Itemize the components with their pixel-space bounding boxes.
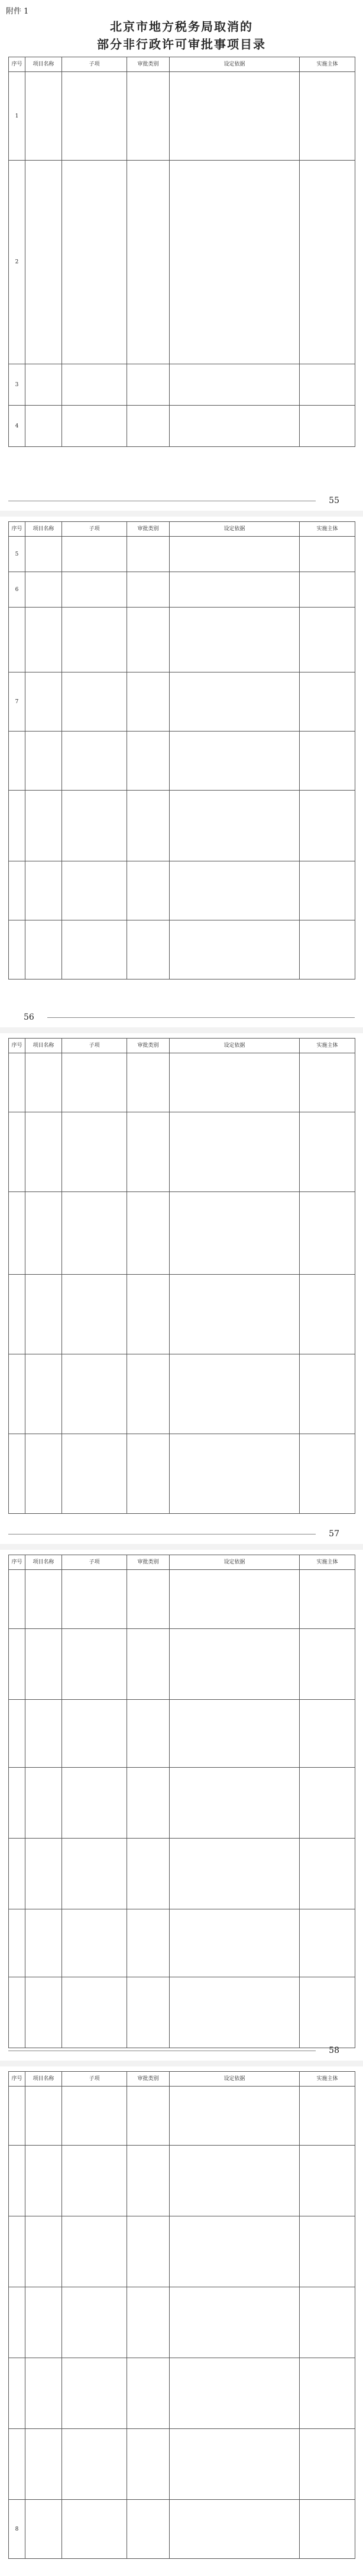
legal-basis <box>170 161 300 364</box>
implementing-agency <box>300 161 355 364</box>
approval-category <box>127 1053 170 1112</box>
annex-label: 附件 1 <box>6 7 29 16</box>
table-row <box>9 861 355 920</box>
column-header-legal-basis: 设定依据 <box>170 57 300 72</box>
item-name <box>25 1053 62 1112</box>
column-header-implementing-agency: 实施主体 <box>300 2072 355 2087</box>
table-body <box>9 2087 355 2559</box>
implementing-agency <box>300 608 355 672</box>
approval-category <box>127 1700 170 1768</box>
approval-category <box>127 2358 170 2429</box>
table-row <box>9 2216 355 2287</box>
row-number <box>9 2429 25 2500</box>
table-row <box>9 1700 355 1768</box>
table-row <box>9 572 355 608</box>
header-row <box>9 1039 355 1053</box>
row-number <box>9 2146 25 2216</box>
row-number <box>9 2358 25 2429</box>
item-name <box>25 2216 62 2287</box>
table-row <box>9 608 355 672</box>
items-table <box>8 1555 355 2048</box>
legal-basis <box>170 1112 300 1192</box>
header-row <box>9 57 355 72</box>
legal-basis <box>170 406 300 447</box>
table-row <box>9 537 355 572</box>
implementing-agency <box>300 2216 355 2287</box>
header-row <box>9 2072 355 2087</box>
row-number: 7 <box>9 672 25 732</box>
approval-category <box>127 2087 170 2146</box>
table-row <box>9 2087 355 2146</box>
legal-basis <box>170 1570 300 1629</box>
sub-item <box>62 1977 127 2048</box>
implementing-agency <box>300 72 355 161</box>
sub-item <box>62 2087 127 2146</box>
row-number <box>9 732 25 791</box>
approval-category <box>127 861 170 920</box>
item-name <box>25 1192 62 1275</box>
row-number <box>9 2216 25 2287</box>
item-name <box>25 1629 62 1700</box>
table-row <box>9 161 355 364</box>
approval-category <box>127 2429 170 2500</box>
approval-category <box>127 537 170 572</box>
document-title-line-1: 北京市地方税务局取消的 <box>110 19 253 34</box>
sub-item <box>62 537 127 572</box>
table-body <box>9 72 355 447</box>
implementing-agency <box>300 920 355 980</box>
column-header-item-name: 项目名称 <box>25 1039 62 1053</box>
row-number <box>9 791 25 861</box>
item-name <box>25 364 62 406</box>
legal-basis <box>170 1053 300 1112</box>
column-header-sub-item: 子项 <box>62 522 127 537</box>
row-number: 3 <box>9 364 25 406</box>
table-row <box>9 1112 355 1192</box>
implementing-agency <box>300 672 355 732</box>
table-row <box>9 2287 355 2358</box>
item-name <box>25 1275 62 1354</box>
sub-item <box>62 406 127 447</box>
table-header <box>9 1555 355 1570</box>
sub-item <box>62 1909 127 1977</box>
implementing-agency <box>300 1909 355 1977</box>
table-row <box>9 672 355 732</box>
page-1 <box>0 0 363 511</box>
table-row <box>9 920 355 980</box>
sub-item <box>62 1839 127 1909</box>
column-header-sub-item: 子项 <box>62 57 127 72</box>
table-header <box>9 2072 355 2087</box>
page-number-rule <box>47 1017 355 1018</box>
row-number <box>9 920 25 980</box>
approval-category <box>127 1354 170 1434</box>
approval-category <box>127 2500 170 2559</box>
page-3 <box>0 1033 363 1544</box>
sub-item <box>62 2287 127 2358</box>
legal-basis <box>170 2087 300 2146</box>
implementing-agency <box>300 1570 355 1629</box>
table-header <box>9 1039 355 1053</box>
row-number: 5 <box>9 537 25 572</box>
item-name <box>25 2358 62 2429</box>
row-number <box>9 1977 25 2048</box>
column-header-approval-category: 审批类别 <box>127 57 170 72</box>
approval-category <box>127 791 170 861</box>
item-name <box>25 537 62 572</box>
item-name <box>25 1768 62 1839</box>
sub-item <box>62 608 127 672</box>
column-header-row-number: 序号 <box>9 522 25 537</box>
implementing-agency <box>300 2500 355 2559</box>
column-header-approval-category: 审批类别 <box>127 522 170 537</box>
implementing-agency <box>300 2358 355 2429</box>
page-5 <box>0 2066 363 2576</box>
column-header-item-name: 项目名称 <box>25 522 62 537</box>
item-name <box>25 861 62 920</box>
approval-category <box>127 2216 170 2287</box>
approval-category <box>127 1275 170 1354</box>
row-number <box>9 861 25 920</box>
document-title-line-2: 部分非行政许可审批事项目录 <box>97 37 266 51</box>
row-number <box>9 1768 25 1839</box>
sub-item <box>62 861 127 920</box>
item-name <box>25 2087 62 2146</box>
column-header-approval-category: 审批类别 <box>127 1555 170 1570</box>
table-row <box>9 1434 355 1514</box>
row-number <box>9 1275 25 1354</box>
legal-basis <box>170 1354 300 1434</box>
items-table <box>8 2071 355 2559</box>
implementing-agency <box>300 791 355 861</box>
item-name <box>25 1570 62 1629</box>
column-header-item-name: 项目名称 <box>25 1555 62 1570</box>
page-gap <box>0 1027 363 1033</box>
sub-item <box>62 1354 127 1434</box>
item-name <box>25 608 62 672</box>
row-number <box>9 608 25 672</box>
column-header-row-number: 序号 <box>9 1039 25 1053</box>
column-header-implementing-agency: 实施主体 <box>300 1039 355 1053</box>
approval-category <box>127 608 170 672</box>
sub-item <box>62 2216 127 2287</box>
legal-basis <box>170 1629 300 1700</box>
legal-basis <box>170 732 300 791</box>
item-name <box>25 2146 62 2216</box>
legal-basis <box>170 1768 300 1839</box>
table-row <box>9 406 355 447</box>
sub-item <box>62 1275 127 1354</box>
row-number <box>9 1434 25 1514</box>
approval-category <box>127 72 170 161</box>
row-number: 4 <box>9 406 25 447</box>
items-table <box>8 1038 355 1514</box>
item-name <box>25 161 62 364</box>
legal-basis <box>170 1909 300 1977</box>
item-name <box>25 1839 62 1909</box>
approval-category <box>127 1570 170 1629</box>
legal-basis <box>170 1434 300 1514</box>
legal-basis <box>170 364 300 406</box>
sub-item <box>62 2500 127 2559</box>
column-header-row-number: 序号 <box>9 57 25 72</box>
sub-item <box>62 1700 127 1768</box>
legal-basis <box>170 920 300 980</box>
sub-item <box>62 920 127 980</box>
item-name <box>25 672 62 732</box>
item-name <box>25 920 62 980</box>
column-header-item-name: 项目名称 <box>25 57 62 72</box>
table-row <box>9 2429 355 2500</box>
approval-category <box>127 1839 170 1909</box>
implementing-agency <box>300 2146 355 2216</box>
items-table <box>8 57 355 447</box>
item-name <box>25 2429 62 2500</box>
row-number: 1 <box>9 72 25 161</box>
legal-basis <box>170 72 300 161</box>
sub-item <box>62 1112 127 1192</box>
table-row <box>9 364 355 406</box>
item-name <box>25 791 62 861</box>
approval-category <box>127 2146 170 2216</box>
implementing-agency <box>300 1839 355 1909</box>
legal-basis <box>170 1839 300 1909</box>
sub-item <box>62 2358 127 2429</box>
page-gap <box>0 1544 363 1550</box>
header-row <box>9 1555 355 1570</box>
implementing-agency <box>300 861 355 920</box>
item-name <box>25 1354 62 1434</box>
implementing-agency <box>300 732 355 791</box>
legal-basis <box>170 791 300 861</box>
column-header-row-number: 序号 <box>9 2072 25 2087</box>
item-name <box>25 572 62 608</box>
legal-basis <box>170 672 300 732</box>
table-row <box>9 1977 355 2048</box>
row-number <box>9 1192 25 1275</box>
sub-item <box>62 1053 127 1112</box>
approval-category <box>127 1434 170 1514</box>
legal-basis <box>170 2146 300 2216</box>
implementing-agency <box>300 537 355 572</box>
table-row <box>9 1053 355 1112</box>
implementing-agency <box>300 2287 355 2358</box>
implementing-agency <box>300 1977 355 2048</box>
table-row <box>9 2500 355 2559</box>
approval-category <box>127 1629 170 1700</box>
approval-category <box>127 1192 170 1275</box>
sub-item <box>62 572 127 608</box>
sub-item <box>62 364 127 406</box>
legal-basis <box>170 1192 300 1275</box>
implementing-agency <box>300 572 355 608</box>
table-header <box>9 522 355 537</box>
sub-item <box>62 1434 127 1514</box>
table-row <box>9 1570 355 1629</box>
page-number: 57 <box>329 1529 339 1539</box>
item-name <box>25 406 62 447</box>
legal-basis <box>170 1275 300 1354</box>
column-header-legal-basis: 设定依据 <box>170 522 300 537</box>
table-row <box>9 72 355 161</box>
item-name <box>25 1700 62 1768</box>
column-header-legal-basis: 设定依据 <box>170 2072 300 2087</box>
sub-item <box>62 791 127 861</box>
legal-basis <box>170 2287 300 2358</box>
table-body <box>9 537 355 980</box>
row-number: 6 <box>9 572 25 608</box>
table-header <box>9 57 355 72</box>
table-row <box>9 791 355 861</box>
page-gap <box>0 2061 363 2066</box>
column-header-implementing-agency: 实施主体 <box>300 57 355 72</box>
item-name <box>25 1434 62 1514</box>
implementing-agency <box>300 1629 355 1700</box>
table-row <box>9 1909 355 1977</box>
implementing-agency <box>300 2087 355 2146</box>
column-header-implementing-agency: 实施主体 <box>300 522 355 537</box>
header-row <box>9 522 355 537</box>
implementing-agency <box>300 1434 355 1514</box>
sub-item <box>62 1768 127 1839</box>
row-number <box>9 2287 25 2358</box>
page-number-rule <box>8 1534 316 1535</box>
sub-item <box>62 2429 127 2500</box>
approval-category <box>127 732 170 791</box>
table-row <box>9 1768 355 1839</box>
implementing-agency <box>300 1768 355 1839</box>
table-row <box>9 1839 355 1909</box>
table-row <box>9 1192 355 1275</box>
table-row <box>9 1354 355 1434</box>
implementing-agency <box>300 1700 355 1768</box>
column-header-legal-basis: 设定依据 <box>170 1039 300 1053</box>
legal-basis <box>170 537 300 572</box>
legal-basis <box>170 2216 300 2287</box>
row-number <box>9 1354 25 1434</box>
implementing-agency <box>300 1275 355 1354</box>
approval-category <box>127 1112 170 1192</box>
table-row <box>9 732 355 791</box>
approval-category <box>127 1977 170 2048</box>
legal-basis <box>170 2429 300 2500</box>
page-number: 55 <box>329 496 339 505</box>
column-header-item-name: 项目名称 <box>25 2072 62 2087</box>
row-number <box>9 1629 25 1700</box>
sub-item <box>62 1629 127 1700</box>
column-header-sub-item: 子项 <box>62 1039 127 1053</box>
approval-category <box>127 406 170 447</box>
legal-basis <box>170 2500 300 2559</box>
legal-basis <box>170 2358 300 2429</box>
legal-basis <box>170 861 300 920</box>
row-number <box>9 1053 25 1112</box>
approval-category <box>127 920 170 980</box>
item-name <box>25 1977 62 2048</box>
row-number: 2 <box>9 161 25 364</box>
sub-item <box>62 2146 127 2216</box>
approval-category <box>127 364 170 406</box>
implementing-agency <box>300 1053 355 1112</box>
page-number: 58 <box>329 2046 339 2055</box>
table-body <box>9 1053 355 1514</box>
legal-basis <box>170 608 300 672</box>
approval-category <box>127 572 170 608</box>
legal-basis <box>170 1977 300 2048</box>
column-header-sub-item: 子项 <box>62 1555 127 1570</box>
approval-category <box>127 161 170 364</box>
page-2 <box>0 517 363 1027</box>
row-number <box>9 1839 25 1909</box>
page-4 <box>0 1550 363 2061</box>
column-header-legal-basis: 设定依据 <box>170 1555 300 1570</box>
approval-category <box>127 1909 170 1977</box>
column-header-row-number: 序号 <box>9 1555 25 1570</box>
row-number: 8 <box>9 2500 25 2559</box>
row-number <box>9 1570 25 1629</box>
legal-basis <box>170 1700 300 1768</box>
page-gap <box>0 511 363 517</box>
table-row <box>9 2146 355 2216</box>
implementing-agency <box>300 1112 355 1192</box>
table-body <box>9 1570 355 2048</box>
column-header-implementing-agency: 实施主体 <box>300 1555 355 1570</box>
table-row <box>9 1275 355 1354</box>
implementing-agency <box>300 1354 355 1434</box>
item-name <box>25 2287 62 2358</box>
implementing-agency <box>300 2429 355 2500</box>
row-number <box>9 2087 25 2146</box>
table-row <box>9 2358 355 2429</box>
implementing-agency <box>300 364 355 406</box>
column-header-approval-category: 审批类别 <box>127 1039 170 1053</box>
item-name <box>25 1909 62 1977</box>
sub-item <box>62 1192 127 1275</box>
row-number <box>9 1112 25 1192</box>
sub-item <box>62 672 127 732</box>
item-name <box>25 2500 62 2559</box>
approval-category <box>127 2287 170 2358</box>
implementing-agency <box>300 406 355 447</box>
row-number <box>9 1700 25 1768</box>
approval-category <box>127 1768 170 1839</box>
items-table <box>8 521 355 980</box>
item-name <box>25 732 62 791</box>
item-name <box>25 1112 62 1192</box>
page-number: 56 <box>24 1013 34 1022</box>
sub-item <box>62 1570 127 1629</box>
column-header-sub-item: 子项 <box>62 2072 127 2087</box>
legal-basis <box>170 572 300 608</box>
approval-category <box>127 672 170 732</box>
column-header-approval-category: 审批类别 <box>127 2072 170 2087</box>
sub-item <box>62 161 127 364</box>
implementing-agency <box>300 1192 355 1275</box>
sub-item <box>62 72 127 161</box>
sub-item <box>62 732 127 791</box>
row-number <box>9 1909 25 1977</box>
table-row <box>9 1629 355 1700</box>
item-name <box>25 72 62 161</box>
